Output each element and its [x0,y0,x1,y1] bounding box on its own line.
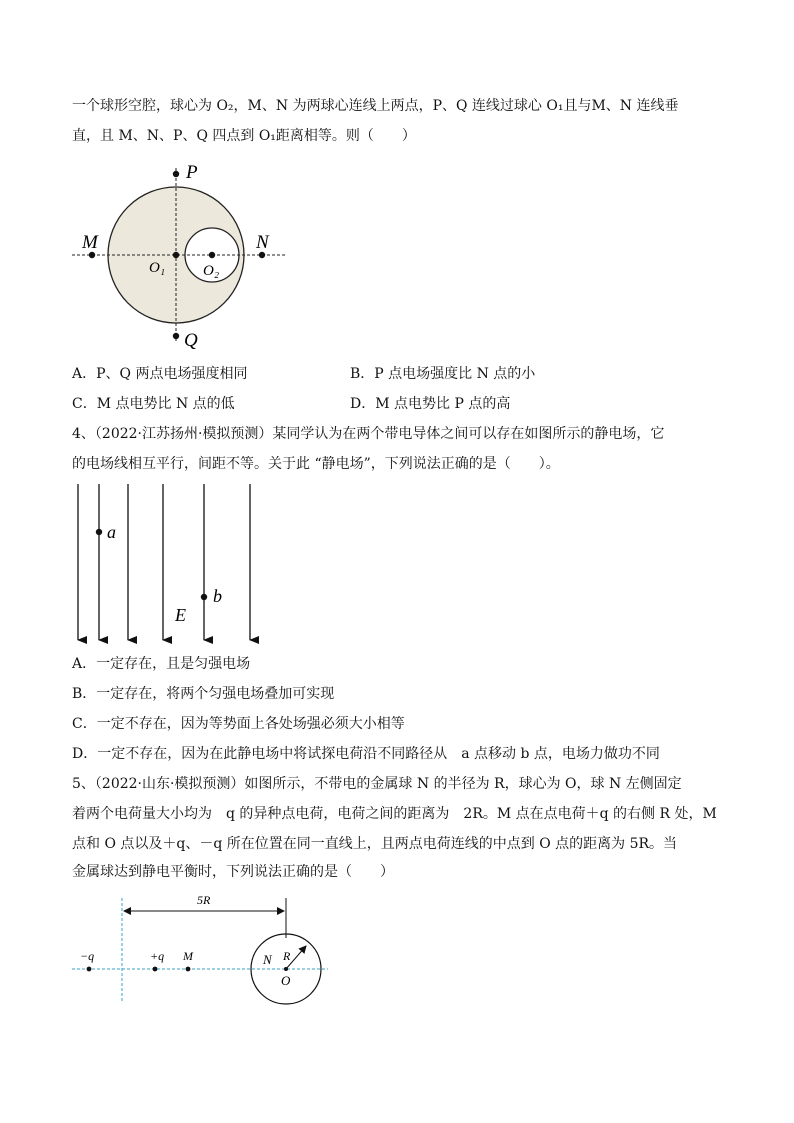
label-O2: O₂ [203,263,220,279]
label-5R: 5R [197,893,211,907]
center-O [284,967,288,971]
label-M: M [183,949,193,963]
label-b: b [213,586,222,606]
q5-text-line4: 金属球达到静电平衡时，下列说法正确的是（ ） [72,864,394,880]
label-a: a [107,522,116,542]
q5-text-line2: 着两个电荷量大小均为 q 的异种点电荷，电荷之间的距离为 2R。M 点在点电荷＋q 的右侧 R 处，M [72,806,717,822]
q4-option-C[interactable]: C．一定不存在，因为等势面上各处场强必须大小相等 [72,716,405,732]
q4-text-line2: 的电场线相互平行，间距不等。关于此 “静电场”，下列说法正确的是（ ）。 [72,456,560,472]
label-O1: O₁ [149,260,166,276]
label-N: N [263,952,272,967]
label-N: N [256,232,269,253]
label-E: E [175,605,186,625]
option-A[interactable]: A．P、Q 两点电场强度相同 [72,366,248,382]
label-P: P [186,162,198,183]
label-pos-q: +q [150,949,165,963]
option-D[interactable]: D．M 点电势比 P 点的高 [350,396,511,412]
q5-text-line3: 点和 O 点以及＋q、－q 所在位置在同一直线上，且两点电荷连线的中点到 O 点的距离为 5R。当 [72,836,678,852]
charge-negative [87,967,92,972]
label-M: M [82,232,98,253]
charge-positive [153,967,158,972]
q4-option-B[interactable]: B．一定存在，将两个匀强电场叠加可实现 [72,686,335,702]
q4-option-A[interactable]: A．一定存在，且是匀强电场 [72,656,251,672]
label-Q: Q [184,330,198,351]
point-M [186,967,191,972]
question-text-line2: 直，且 M、N、P、Q 四点到 O₁距离相等。则（ ） [72,128,416,144]
question-text-line1: 一个球形空腔，球心为 O₂，M、N 为两球心连线上两点，P、Q 连线过球心 O₁且与M、N 连线垂 [72,98,679,114]
option-C[interactable]: C．M 点电势比 N 点的低 [72,396,235,412]
label-R: R [283,949,291,963]
q4-text-line1: 4、（2022·江苏扬州·模拟预测）某同学认为在两个带电导体之间可以存在如图所示的静电场，它 [72,426,665,442]
option-B[interactable]: B．P 点电场强度比 N 点的小 [350,366,536,382]
q5-text-line1: 5、（2022·山东·模拟预测）如图所示，不带电的金属球 N 的半径为 R，球心为 O，球 N 左侧固定 [72,776,682,792]
label-O: O [281,973,291,988]
label-neg-q: −q [80,949,95,963]
q4-option-D[interactable]: D．一定不存在，因为在此静电场中将试探电荷沿不同路径从 a 点移动 b 点，电场力做功不同 [72,746,660,762]
